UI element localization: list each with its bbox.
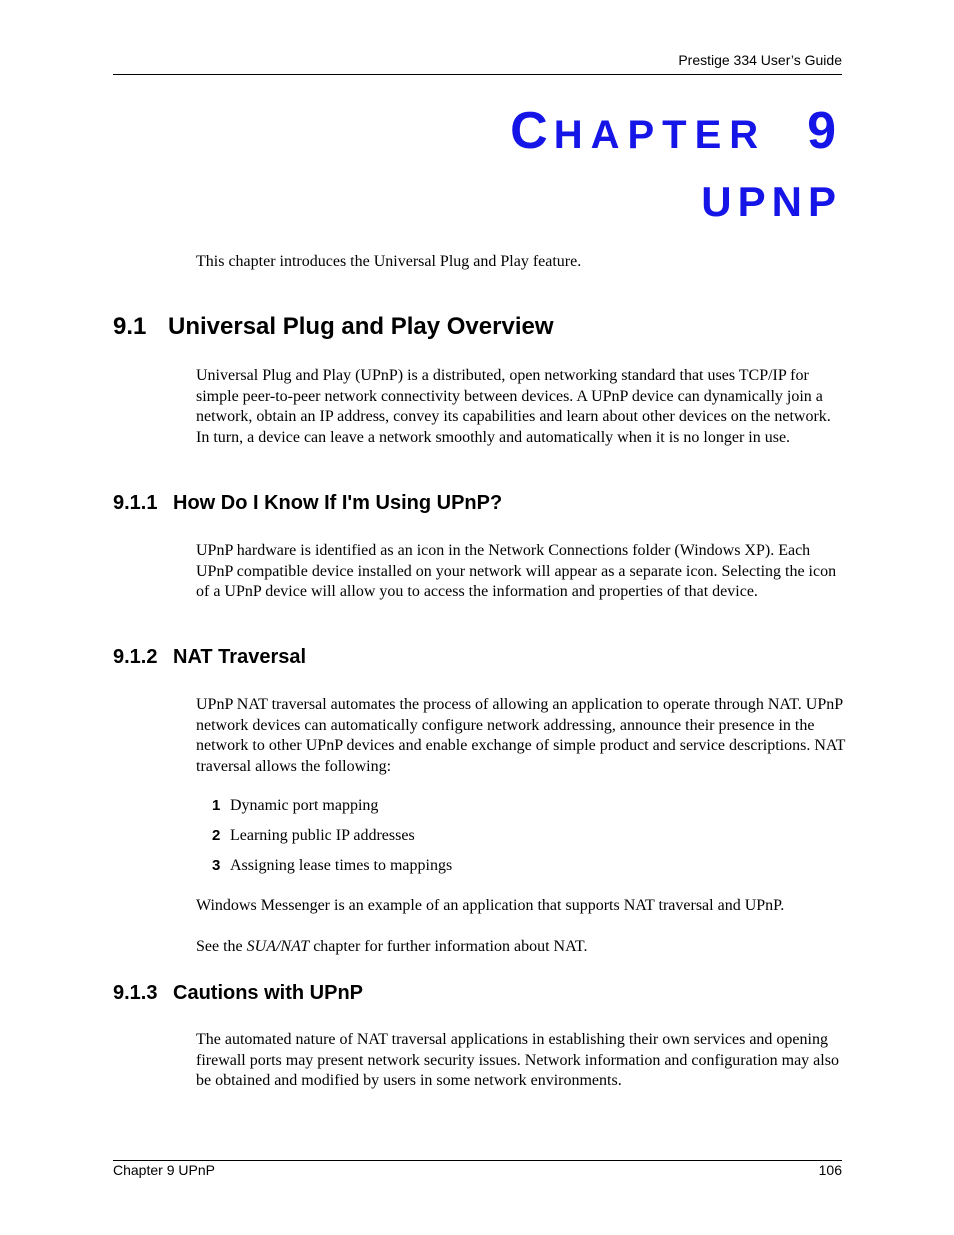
section-body-9-1: Universal Plug and Play (UPnP) is a distributed, open networking standard that uses TCP/IP for simple peer-to-peer network connectivity between devices. A UPnP device can dynamically join a network, obtain an IP address, convey its capabilities and learn about other devices on the network. In turn, a device can leave a network smoothly and automatically when it is no longer in use.	[196, 367, 831, 446]
list-item	[212, 856, 452, 886]
section-heading-9-1-2	[113, 646, 306, 669]
sua-nat-link[interactable]: SUA/NAT	[246, 938, 310, 955]
section-title: Universal Plug and Play Overview	[168, 313, 554, 340]
section-body-9-1-1: UPnP hardware is identified as an icon in the Network Connections folder (Windows XP). Each UPnP compatible device installed on your network will appear as a separate icon. Selecting the icon of a UPnP device will allow you to access the information and properties of that device.	[196, 542, 837, 600]
list-number: 2	[212, 827, 221, 844]
list-item	[212, 826, 452, 856]
section-number: 9.1.2	[113, 646, 158, 668]
footer-chapter-label: Chapter 9 UPnP	[113, 1162, 215, 1178]
list-text: Learning public IP addresses	[230, 827, 415, 844]
footer-rule	[113, 1160, 842, 1161]
section-title: NAT Traversal	[173, 646, 307, 668]
list-text: Assigning lease times to mappings	[230, 857, 453, 874]
page-number: 106	[818, 1162, 842, 1178]
chapter-title: UPNP	[701, 178, 842, 225]
list-text: Dynamic port mapping	[230, 797, 379, 814]
section-number: 9.1	[113, 313, 147, 340]
list-item	[212, 796, 452, 826]
section-heading-9-1-1	[113, 492, 502, 515]
section-number: 9.1.1	[113, 492, 158, 514]
list-number: 1	[212, 797, 221, 814]
chapter-number-line	[510, 100, 842, 166]
messenger-paragraph: Windows Messenger is an example of an application that supports NAT traversal and UPnP.	[196, 897, 785, 914]
section-number: 9.1.3	[113, 982, 158, 1004]
section-title: How Do I Know If I'm Using UPnP?	[173, 492, 503, 514]
section-body-9-1-3: The automated nature of NAT traversal applications in establishing their own services and opening firewall ports may present network security issues. Network information and configuration may also be obtained and modified by users in some network environments.	[196, 1031, 839, 1089]
see-reference-paragraph	[196, 937, 846, 958]
header-rule	[113, 74, 842, 75]
section-heading-9-1	[113, 313, 554, 341]
chapter-word: HAPTER	[553, 113, 767, 157]
chapter-intro: This chapter introduces the Universal Plug and Play feature.	[196, 253, 582, 270]
see-suffix: chapter for further information about NAT.	[309, 938, 588, 955]
running-header: Prestige 334 User’s Guide	[678, 52, 842, 68]
section-title: Cautions with UPnP	[173, 982, 363, 1004]
section-heading-9-1-3	[113, 982, 363, 1005]
numbered-list	[212, 796, 452, 886]
see-prefix: See the	[196, 938, 247, 955]
chapter-heading	[510, 100, 842, 228]
chapter-number: 9	[807, 102, 842, 160]
chapter-initial: C	[510, 102, 554, 160]
section-body-9-1-2: UPnP NAT traversal automates the process of allowing an application to operate through NAT. UPnP network devices can automatically configure network addressing, announce their presence in the network to other UPnP devices and enable exchange of simple product and service descriptions. NAT traversal allows the following:	[196, 696, 846, 775]
list-number: 3	[212, 857, 221, 874]
